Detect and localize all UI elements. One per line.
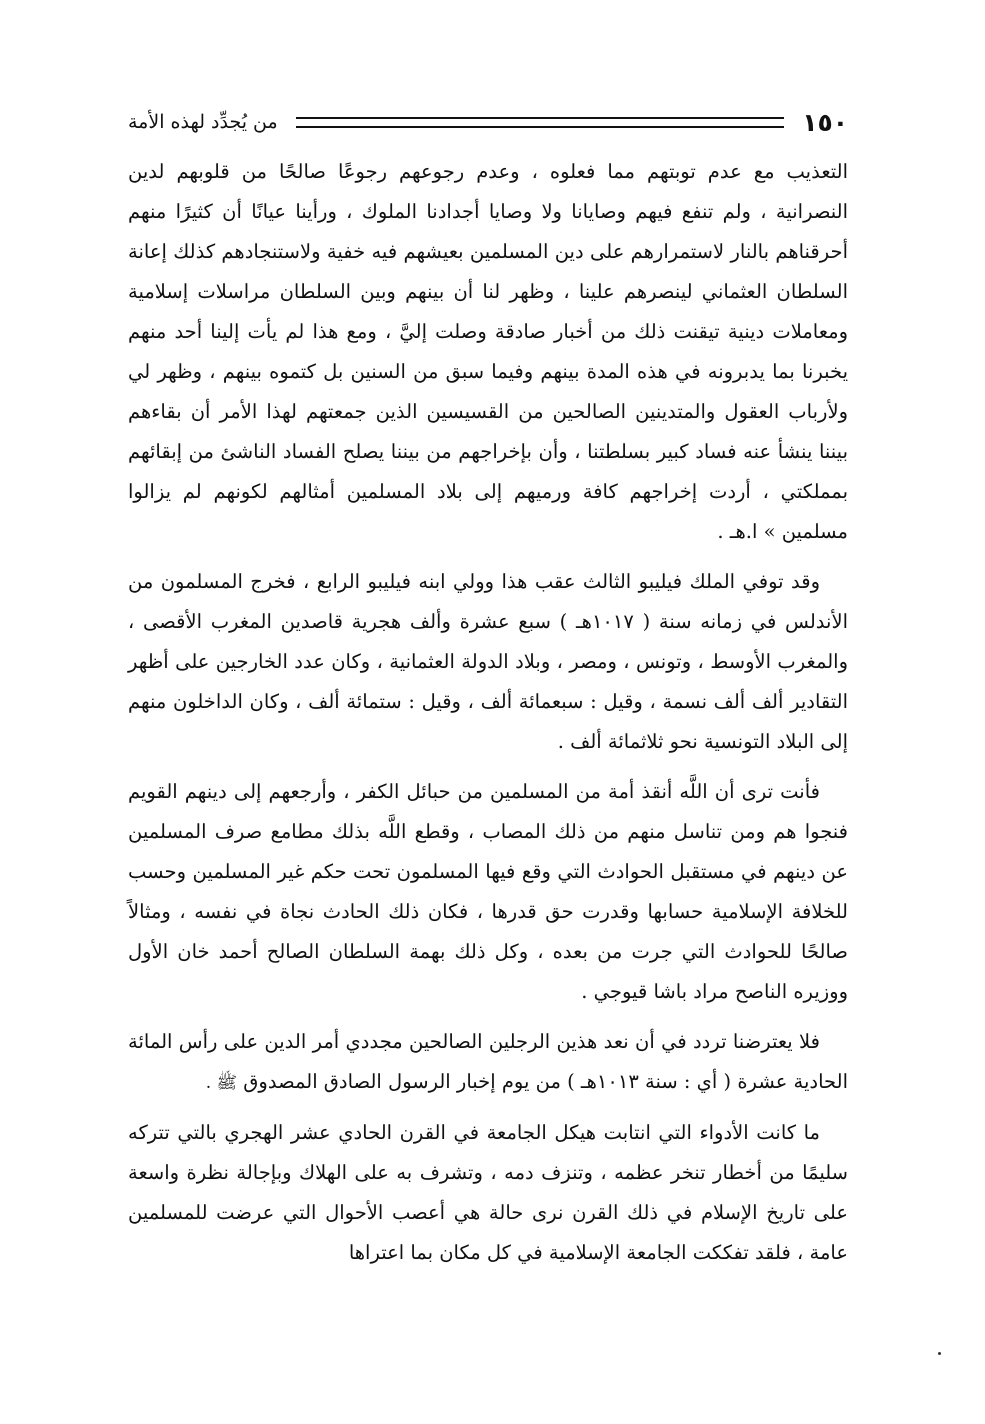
- running-title: من يُجدِّد لهذه الأمة: [128, 111, 278, 133]
- paragraph-quote-continuation: التعذيب مع عدم توبتهم مما فعلوه ، وعدم رجوعهم رجوعًا صالحًا من قلوبهم لدين النصرانية ، ولم تنفع فيهم وصايانا ولا وصايا أجدادنا الملوك ، ورأينا عيانًا أن كثيرًا منهم أحرقناهم بالنار لاستمرارهم على دين المسلمين بعيشهم فيه خفية ولاستنجادهم كذلك إعانة السلطان العثماني لينصرهم علينا ، وظهر لنا أن بينهم وبين السلطان مراسلات إسلامية ومعاملات دينية تيقنت ذلك من أخبار صادقة وصلت إليَّ ، ومع هذا لم يأت إلينا أحد منهم يخبرنا بما يدبرونه في هذه المدة بينهم وفيما سبق من السنين بل كتموه بينهم ، وظهر لي ولأرباب العقول والمتدينين الصالحين من القسيسين الذين جمعتهم لهذا الأمر أن بقاءهم بيننا ينشأ عنه فساد كبير بسلطتنا ، وأن بإخراجهم من بيننا يصلح الفساد الناشئ من إبقائهم بمملكتي ، أردت إخراجهم كافة ورميهم إلى بلاد المسلمين أمثالهم لكونهم لم يزالوا مسلمين » ا.هـ .: [128, 160, 848, 543]
- paragraph-renewers-text: فلا يعترضنا تردد في أن نعد هذين الرجلين الصالحين مجددي أمر الدين على رأس المائة الحادية عشرة ( أي : سنة ١٠١٣هـ ) من يوم إخبار الرسول الصادق المصدوق: [128, 1030, 848, 1093]
- paragraph-ailments: ما كانت الأدواء التي انتابت هيكل الجامعة في القرن الحادي عشر الهجري بالتي تتركه سليمًا من أخطار تنخر عظمه ، وتنزف دمه ، وتشرف به على الهلاك وبإجالة نظرة واسعة على تاريخ الإسلام في ذلك القرن نرى حالة هي أعصب الأحوال التي عرضت للمسلمين عامة ، فلقد تفككت الجامعة الإسلامية في كل مكان بما اعتراها: [128, 1121, 848, 1264]
- honorific-symbol: ﷺ .: [205, 1073, 238, 1093]
- paragraph-expulsion: وقد توفي الملك فيليبو الثالث عقب هذا وولي ابنه فيليبو الرابع ، فخرج المسلمون من الأندلس في زمانه سنة ( ١٠١٧هـ ) سبع عشرة وألف هجرية قاصدين المغرب الأقصى ، والمغرب الأوسط ، وتونس ، ومصر ، وبلاد الدولة العثمانية ، وكان عدد الخارجين على أظهر التقادير ألف ألف نسمة ، وقيل : سبعمائة ألف ، وقيل : ستمائة ألف ، وكان الداخلون منهم إلى البلاد التونسية نحو ثلاثمائة ألف .: [128, 570, 848, 753]
- header-double-rule: [296, 117, 785, 128]
- corner-mark: [938, 1352, 941, 1355]
- page-body: [128, 152, 848, 1273]
- page-header: [128, 100, 848, 144]
- paragraph-rescue: فأنت ترى أن اللَّه أنقذ أمة من المسلمين من حبائل الكفر ، وأرجعهم إلى دينهم القويم فنجوا هم ومن تناسل منهم من ذلك المصاب ، وقطع اللَّه بذلك مطامع صرف المسلمين عن دينهم في مستقبل الحوادث التي وقع فيها المسلمون تحت حكم غير المسلمين وحسب للخلافة الإسلامية حسابها وقدرت حق قدرها ، فكان ذلك الحادث نجاة في نفسه ، ومثالاً صالحًا للحوادث التي جرت من بعده ، وكل ذلك بهمة السلطان الصالح أحمد خان الأول ووزيره الناصح مراد باشا قيوجي .: [128, 780, 848, 1003]
- paragraph-renewers: [128, 1022, 848, 1103]
- page-number: ١٥٠: [802, 107, 848, 137]
